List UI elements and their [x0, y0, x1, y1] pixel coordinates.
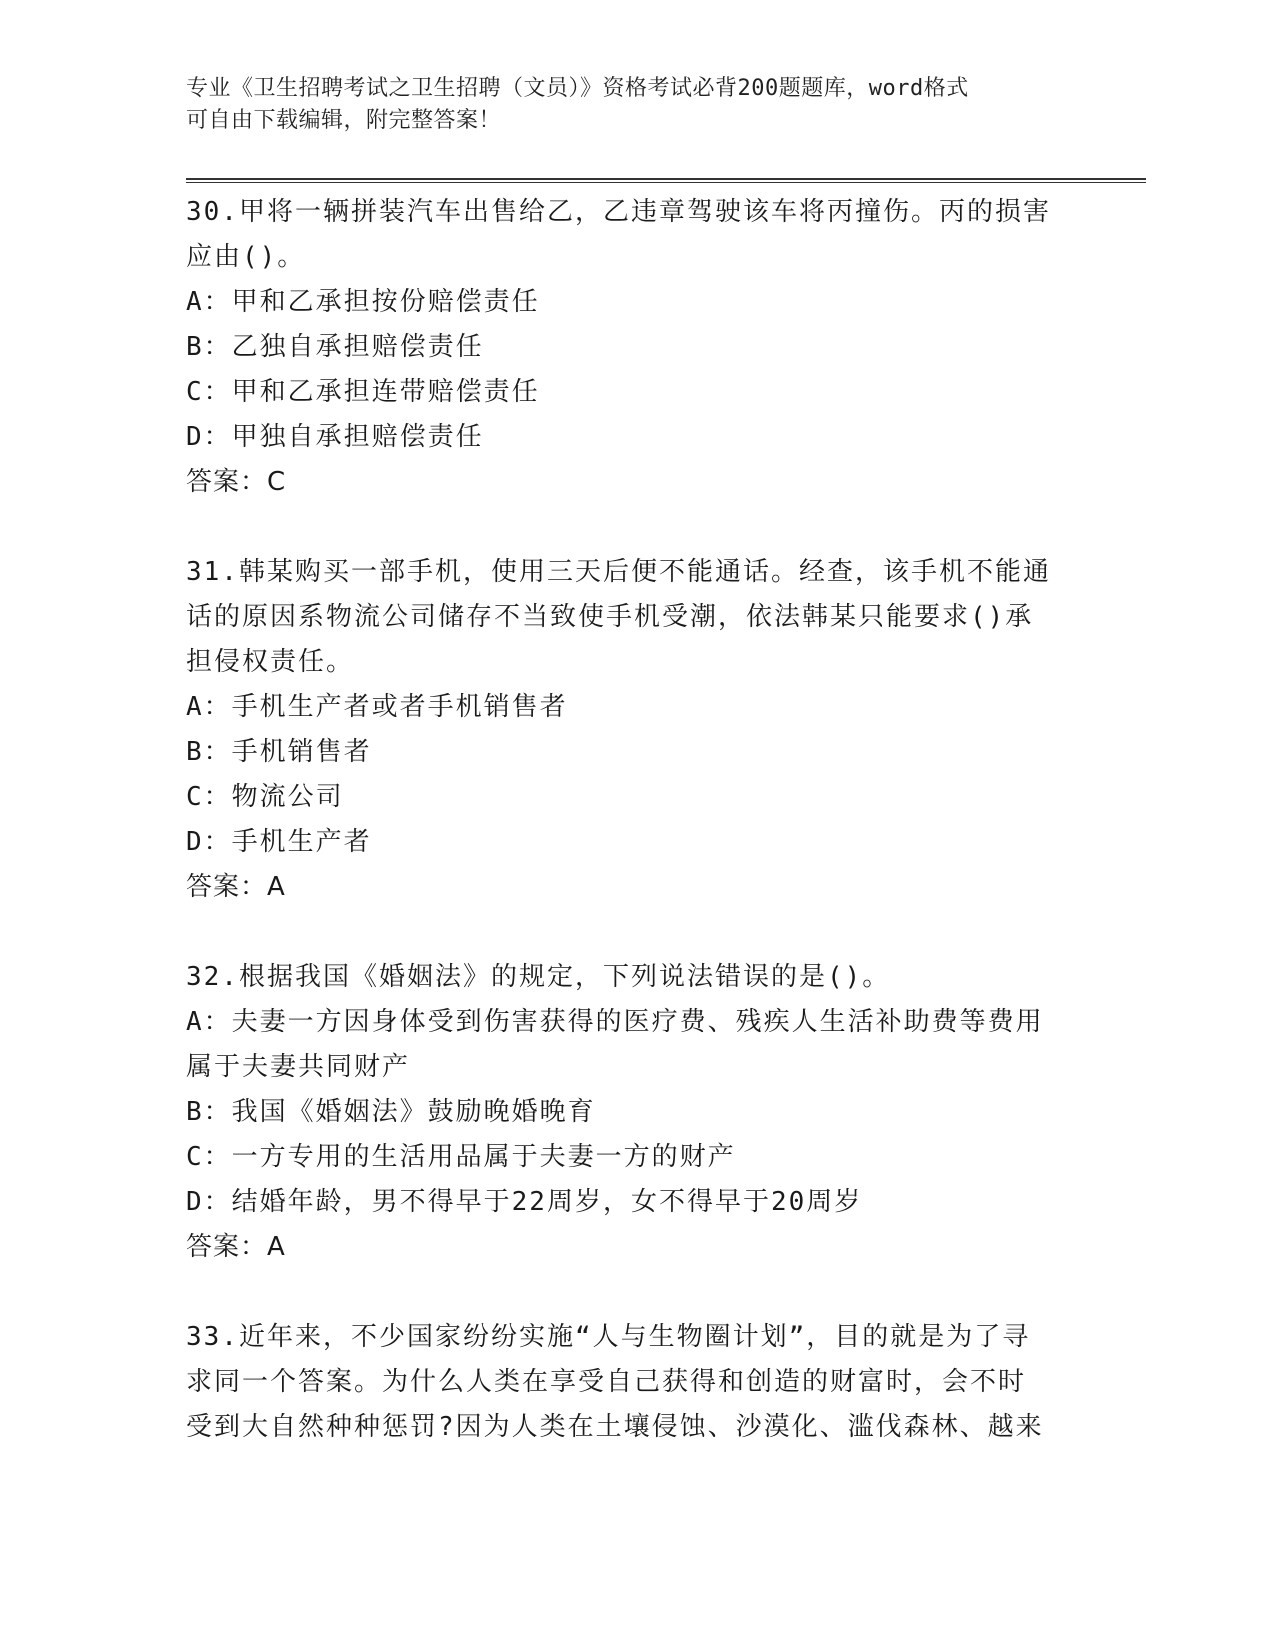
option-d: D：甲独自承担赔偿责任: [186, 422, 484, 452]
question-spacer: [186, 1270, 1066, 1315]
question-stem: 31.韩某购买一部手机，使用三天后便不能通话。经查，该手机不能通: [186, 557, 1051, 587]
document-header: [186, 73, 1066, 137]
question-stem: 受到大自然种种惩罚?因为人类在土壤侵蚀、沙漠化、滥伐森林、越来: [186, 1412, 1044, 1442]
option-c: C：物流公司: [186, 782, 344, 812]
answer-label: 答案：A: [186, 1232, 286, 1262]
question-spacer: [186, 505, 1066, 550]
question-stem: 求同一个答案。为什么人类在享受自己获得和创造的财富时，会不时: [186, 1367, 1027, 1397]
option-d: D：手机生产者: [186, 827, 372, 857]
question-stem: 应由()。: [186, 242, 306, 272]
option-d: D：结婚年龄，男不得早于22周岁，女不得早于20周岁: [186, 1187, 863, 1217]
question-spacer: [186, 910, 1066, 955]
header-divider: [186, 178, 1146, 183]
header-line-1: 专业《卫生招聘考试之卫生招聘（文员）》资格考试必背200题题库，word格式: [186, 76, 969, 101]
option-b: B：手机销售者: [186, 737, 372, 767]
option-c: C：甲和乙承担连带赔偿责任: [186, 377, 540, 407]
option-a-continued: 属于夫妻共同财产: [186, 1052, 411, 1082]
header-line-2: 可自由下载编辑，附完整答案！: [186, 108, 502, 133]
option-a: A：甲和乙承担按份赔偿责任: [186, 287, 540, 317]
answer-label: 答案：C: [186, 467, 287, 497]
option-b: B：乙独自承担赔偿责任: [186, 332, 484, 362]
question-stem: 担侵权责任。: [186, 647, 355, 677]
question-stem: 话的原因系物流公司储存不当致使手机受潮，依法韩某只能要求()承: [186, 602, 1034, 632]
question-stem: 33.近年来，不少国家纷纷实施“人与生物圈计划”，目的就是为了寻: [186, 1322, 1031, 1352]
option-b: B：我国《婚姻法》鼓励晚婚晚育: [186, 1097, 596, 1127]
question-list: [186, 190, 1066, 1450]
option-c: C：一方专用的生活用品属于夫妻一方的财产: [186, 1142, 736, 1172]
question-stem: 30.甲将一辆拼装汽车出售给乙，乙违章驾驶该车将丙撞伤。丙的损害: [186, 197, 1051, 227]
option-a: A：夫妻一方因身体受到伤害获得的医疗费、残疾人生活补助费等费用: [186, 1007, 1044, 1037]
question-32: [186, 955, 1066, 1270]
question-33: [186, 1315, 1066, 1450]
option-a: A：手机生产者或者手机销售者: [186, 692, 568, 722]
question-31: [186, 550, 1066, 910]
question-stem: 32.根据我国《婚姻法》的规定，下列说法错误的是()。: [186, 962, 891, 992]
question-30: [186, 190, 1066, 505]
answer-label: 答案：A: [186, 872, 286, 902]
